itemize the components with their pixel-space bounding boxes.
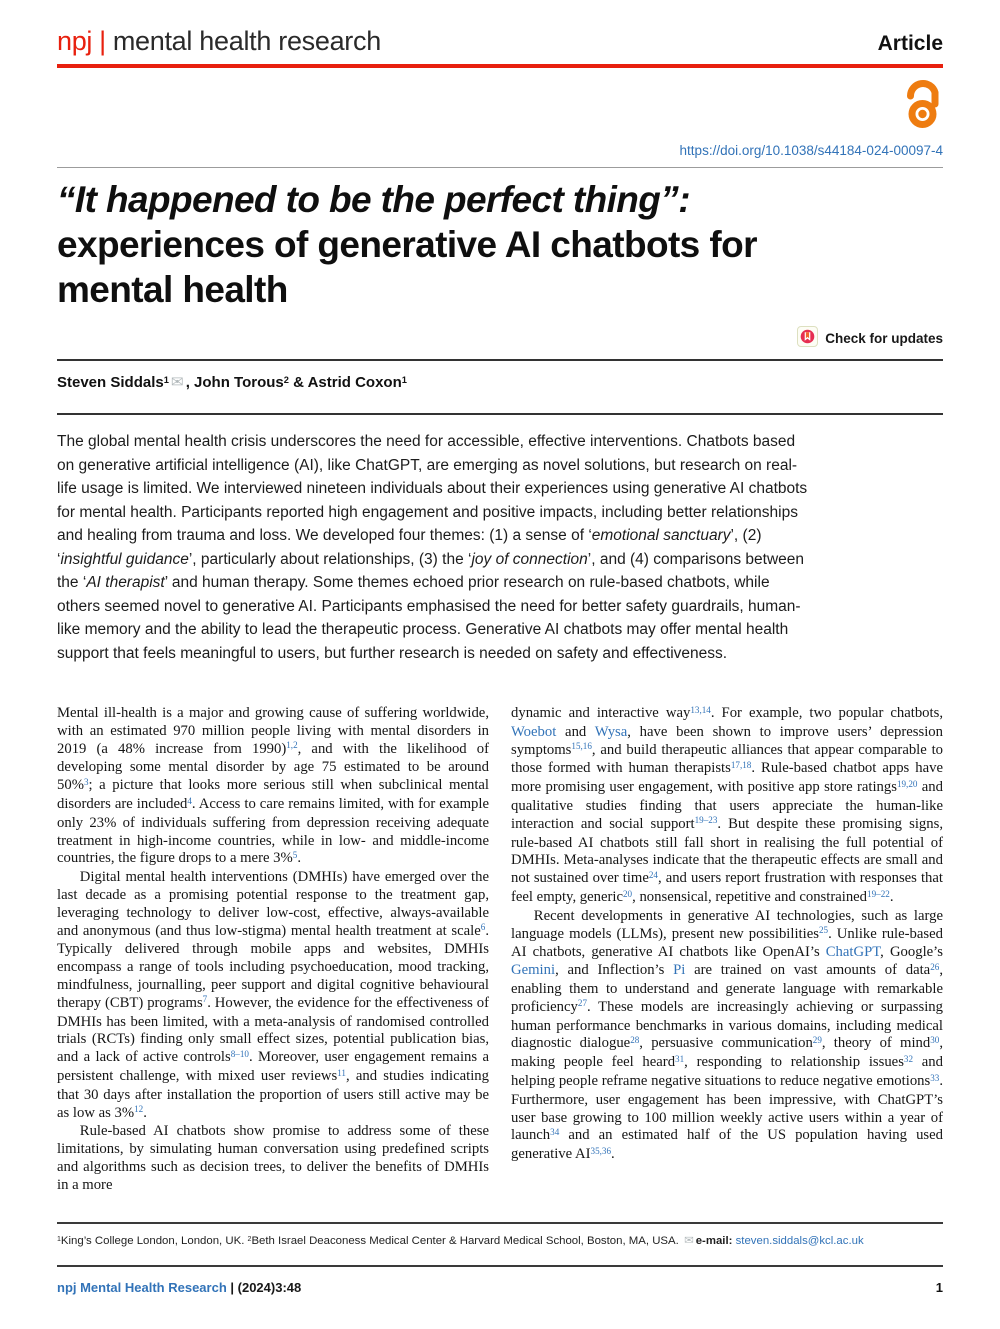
inline-link[interactable]: 19,20 <box>896 778 918 789</box>
inline-link[interactable]: 12 <box>134 1104 144 1115</box>
inline-link[interactable]: 32 <box>903 1053 914 1064</box>
text-segment: . Access to care remains limited, with for example only 23% of individuals suffering from depression receiving adequate treatment in high-income countries, while in low- and middle-income countries, the figure drops to a mere 3% <box>57 795 490 867</box>
text-segment: dynamic and interactive way <box>511 705 691 721</box>
doi-rule <box>57 167 943 168</box>
text-segment: . Unlike rule-based AI chatbots, generative AI chatbots like OpenAI’s <box>511 925 943 961</box>
text-segment: , making people feel heard <box>511 1035 944 1071</box>
text-segment: , persuasive communication <box>639 1035 813 1052</box>
text-segment: ’, and (4) comparisons between the ‘ <box>57 550 805 591</box>
page-number: 1 <box>935 1279 943 1295</box>
inline-link[interactable]: 6 <box>480 922 486 933</box>
body-paragraph <box>57 705 489 869</box>
inline-link[interactable]: 8–10 <box>230 1048 249 1059</box>
text-segment: and an estimated half of the US population having used generative AI <box>511 1127 943 1163</box>
body-paragraph <box>511 908 943 1165</box>
article-title-line2: experiences of generative AI chatbots for <box>57 224 757 265</box>
abstract-text <box>57 430 814 665</box>
affiliations-footnote <box>57 1233 943 1250</box>
inline-link[interactable]: 20 <box>623 888 633 899</box>
journal-logo <box>57 26 381 57</box>
text-segment: , and studies indicating that 30 days after installation the proportion of users still active may be as low as 3% <box>57 1067 489 1121</box>
inline-link[interactable]: 19–23 <box>694 815 718 826</box>
body-paragraph <box>57 869 489 1123</box>
text-segment: AI therapist <box>86 574 165 591</box>
text-segment: , responding to relationship issues <box>684 1054 904 1071</box>
open-access-icon <box>902 77 943 129</box>
text-segment: 2 <box>283 374 289 385</box>
text-segment: ’ and human therapy. Some themes echoed prior research on rule-based chatbots, while others seemed novel to generative AI. Participants emphasised the need for better safety guardrails, human-like memory and the ability to lead the therapeutic process. Generative AI chatbots may offer mental health support that feels meaningful to users, but further research is needed on safety and effectiveness. <box>57 574 801 662</box>
authors-bottom-rule <box>57 413 943 415</box>
text-segment: Beth Israel Deaconess Medical Center & Harvard Medical School, Boston, MA, USA. <box>251 1235 682 1247</box>
doi-row <box>57 143 943 158</box>
inline-link[interactable]: 4 <box>187 795 192 806</box>
body-paragraph <box>511 705 943 908</box>
inline-link[interactable]: 28 <box>630 1034 640 1045</box>
body-paragraph <box>57 1123 489 1194</box>
inline-link[interactable]: 27 <box>577 998 587 1009</box>
text-segment: and qualitative studies finding that users appreciate the human-like interaction and social support <box>511 779 943 832</box>
text-segment: , and with the likelihood of developing some mental disorder by age 75 estimated to be around 50% <box>57 740 489 794</box>
article-title-line1: “It happened to be the perfect thing”: <box>57 179 690 220</box>
author-name: & Astrid Coxon <box>288 374 402 391</box>
text-segment: , theory of mind <box>821 1035 931 1052</box>
text-segment: 1 <box>163 374 169 385</box>
text-segment: . Typically delivered through mobile apps and websites, DMHIs encompass a range of tools including psychoeducation, mood tracking, mindfulness, journalling, peer support and digital cognitive behavioural therapy (CBT) programs <box>57 922 489 1011</box>
bottom-matter <box>57 1222 943 1295</box>
email-icon: ✉ <box>683 1233 694 1247</box>
check-for-updates-button[interactable] <box>57 326 943 350</box>
text-segment: joy of connection <box>471 550 588 568</box>
inline-link[interactable]: 5 <box>292 850 298 861</box>
inline-link[interactable]: 17,18 <box>730 760 752 771</box>
article-title <box>57 177 943 312</box>
footer-rule <box>57 1265 943 1267</box>
text-segment: are trained on vast amounts of data <box>685 962 931 979</box>
inline-link[interactable]: 30 <box>930 1034 940 1045</box>
body-columns <box>57 705 943 1195</box>
text-segment: . <box>297 850 301 867</box>
page-footer <box>57 1280 943 1295</box>
inline-link[interactable]: 26 <box>930 961 940 972</box>
email-link[interactable]: steven.siddals@kcl.ac.uk <box>735 1235 864 1247</box>
text-segment: . <box>143 1104 147 1121</box>
journal-logo-name: mental health research <box>112 26 381 56</box>
inline-link[interactable]: 1,2 <box>286 740 298 751</box>
corresponding-author-icon: ✉ <box>170 373 184 391</box>
text-segment: , and build therapeutic alliances that appear comparable to those formed with human therapists <box>511 741 943 777</box>
text-segment: Rule-based AI chatbots show promise to address some of these limitations, by simulating human conversation using predefined scripts and algorithms such as decision trees, to deliver the benefits of DMHIs in a more <box>57 1123 489 1193</box>
inline-link[interactable]: 3 <box>83 776 89 787</box>
inline-link[interactable]: 25 <box>818 925 829 936</box>
text-segment: e-mail: <box>695 1235 736 1247</box>
text-segment: 1 <box>401 374 407 385</box>
body-column-right <box>511 705 943 1195</box>
text-segment: . However, the evidence for the effectiveness of DMHIs has been limited, with a meta-analysis of randomised controlled trials (RCTs) finding only small effect sizes, potential publication bias, and a lack of active controls <box>57 994 489 1066</box>
text-segment: King’s College London, London, UK. <box>60 1235 248 1247</box>
text-segment: . Moreover, user engagement remains a persistent challenge, with mixed user reviews <box>57 1049 489 1084</box>
open-access-row <box>57 77 943 129</box>
inline-link[interactable]: 29 <box>812 1034 822 1045</box>
inline-link[interactable]: 19–22 <box>867 888 890 899</box>
inline-link[interactable]: 11 <box>337 1067 346 1078</box>
text-segment: , nonsensical, repetitive and constrained <box>632 888 868 905</box>
text-segment: , enabling them to understand and generate language with remarkable proficiency <box>511 962 943 1015</box>
inline-link[interactable]: 13,14 <box>690 704 711 715</box>
inline-link[interactable]: 33 <box>930 1072 940 1083</box>
journal-logo-npj: npj <box>57 26 93 56</box>
text-segment: ’, particularly about relationships, (3) the ‘ <box>188 550 472 568</box>
text-segment: and <box>556 723 595 740</box>
text-segment: . <box>611 1146 615 1163</box>
text-segment: , and users report frustration with responses that feel empty, generic <box>511 870 943 905</box>
inline-link[interactable]: 31 <box>675 1053 685 1064</box>
inline-link[interactable]: 15,16 <box>571 741 592 752</box>
author-name: , John Torous <box>185 374 284 391</box>
inline-link[interactable]: 24 <box>648 869 658 880</box>
inline-link[interactable]: Gemini <box>511 962 556 979</box>
body-column-left <box>57 705 489 1195</box>
text-segment: Digital mental health interventions (DMHIs) have emerged over the last decade as a promising potential response to the treatment gap, leveraging technology to deliver low-cost, effective, always-available and anonymous (and thus low-stigma) mental health treatment at scale <box>57 869 489 939</box>
text-segment: Mental ill-health is a major and growing cause of suffering worldwide, with an estimated 970 million people living with mental disorders in 2019 (a 48% increase from 1990) <box>57 705 489 757</box>
text-segment: ’, (2) ‘ <box>57 527 762 568</box>
citation-text: | (2024)3:48 <box>226 1279 302 1295</box>
text-segment: insightful guidance <box>60 550 189 568</box>
text-segment: 1 <box>57 1236 61 1244</box>
inline-link[interactable]: Woebot <box>511 723 557 740</box>
inline-link[interactable]: ChatGPT <box>825 944 881 961</box>
inline-link[interactable]: 35,36 <box>590 1145 612 1156</box>
text-segment: , Google’s <box>880 944 943 961</box>
inline-link[interactable]: 34 <box>550 1126 560 1137</box>
inline-link[interactable]: 7 <box>202 994 208 1005</box>
journal-link[interactable]: npj Mental Health Research <box>57 1279 227 1295</box>
journal-citation <box>57 1280 301 1295</box>
journal-header <box>57 26 943 57</box>
text-segment: , and Inflection’s <box>555 962 674 979</box>
text-segment: . But despite these promising signs, rule-based AI chatbots still fall short in realising the full potential of DMHIs. Meta-analyses indicate that the therapeutic effects are small and not sustained over time <box>511 815 943 887</box>
text-segment: . Furthermore, user engagement has been impressive, with ChatGPT’s user base growing to 100 million weekly active users within a year of launch <box>511 1072 943 1144</box>
text-segment: . Rule-based chatbot apps have more promising user engagement, with positive app store ratings <box>511 760 944 796</box>
doi-link[interactable]: https://doi.org/10.1038/s44184-024-00097-4 <box>679 143 943 158</box>
text-segment: 2 <box>247 1236 252 1244</box>
inline-link[interactable]: Pi <box>673 962 686 979</box>
text-segment: ; a picture that looks more serious still when subclinical mental disorders are included <box>57 777 489 812</box>
journal-logo-divider: | <box>99 26 106 56</box>
author-list <box>57 361 943 404</box>
author-name: Steven Siddals <box>57 374 164 391</box>
text-segment: The global mental health crisis underscores the need for accessible, effective interventions. Chatbots based on generative artificial intelligence (AI), like ChatGPT, are emerging as novel solutions, but research on real-life usage is limited. We interviewed nineteen individuals about their experiences using generative AI chatbots for mental health. Participants reported high engagement and positive impacts, including better relationships and healing from trauma and loss. We developed four themes: (1) a sense of ‘ <box>57 433 808 544</box>
inline-link[interactable]: Wysa <box>594 723 628 740</box>
text-segment: , have been shown to improve users’ depression symptoms <box>511 723 943 758</box>
article-type-label: Article <box>877 32 943 55</box>
text-segment: emotional sanctuary <box>591 527 731 544</box>
article-title-line3: mental health <box>57 269 288 310</box>
text-segment: . For example, two popular chatbots, <box>710 705 943 721</box>
text-segment: and helping people reframe negative situations to reduce negative emotions <box>511 1054 943 1089</box>
footnote-rule <box>57 1222 943 1224</box>
text-segment: . These models are increasingly achieving or surpassing human performance benchmarks in various domains, including medical diagnostic dialogue <box>511 998 943 1052</box>
header-rule <box>57 64 943 68</box>
text-segment: Recent developments in generative AI technologies, such as large language models (LLMs), present new possibilities <box>511 907 943 942</box>
crossmark-icon <box>797 326 818 350</box>
check-for-updates-label: Check for updates <box>825 330 943 346</box>
text-segment: . <box>889 888 894 905</box>
